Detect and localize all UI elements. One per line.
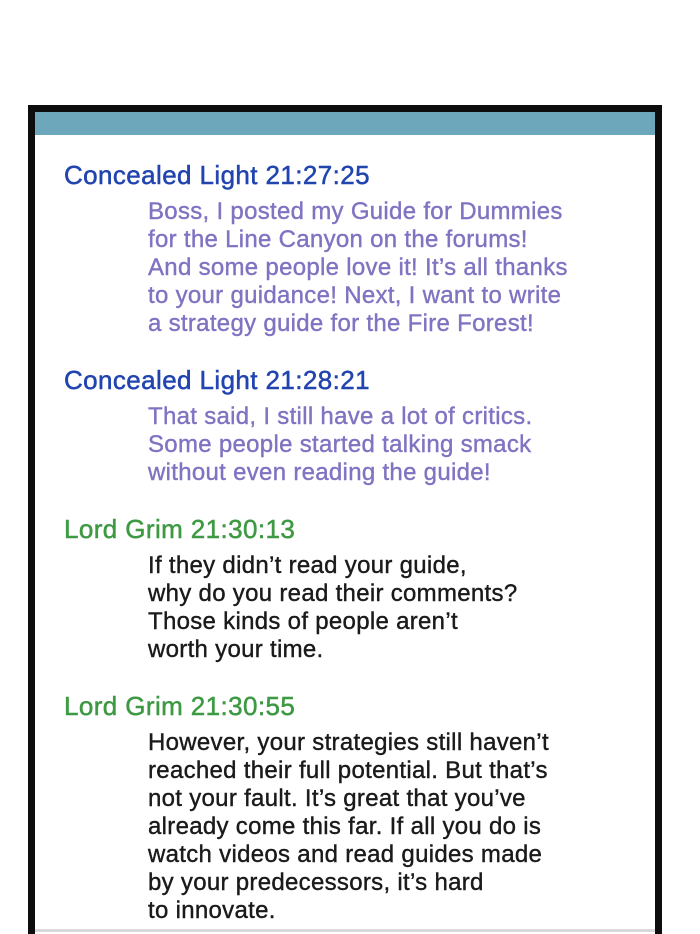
message-line: by your predecessors, it’s hard <box>148 869 484 896</box>
message-line: Those kinds of people aren’t <box>148 608 458 635</box>
chat-message <box>64 367 639 487</box>
chat-message <box>64 693 639 925</box>
message-line: without even reading the guide! <box>148 459 491 486</box>
message-timestamp: 21:28:21 <box>257 365 370 395</box>
message-sender-line <box>64 516 639 543</box>
message-line: watch videos and read guides made <box>148 841 543 868</box>
sender-name: Concealed Light <box>64 160 258 190</box>
message-timestamp: 21:30:13 <box>183 514 296 544</box>
message-text <box>148 552 639 664</box>
message-line: to innovate. <box>148 897 276 924</box>
message-line: That said, I still have a lot of critics. <box>148 403 533 430</box>
message-line: However, your strategies still haven’t <box>148 729 549 756</box>
message-text <box>148 198 639 338</box>
message-line: And some people love it! It’s all thanks <box>148 254 568 281</box>
message-sender-line <box>64 693 639 720</box>
message-line: Some people started talking smack <box>148 431 532 458</box>
message-text <box>148 729 639 925</box>
message-line: already come this far. If all you do is <box>148 813 542 840</box>
message-sender-line <box>64 367 639 394</box>
message-line: for the Line Canyon on the forums! <box>148 226 528 253</box>
message-line: Boss, I posted my Guide for Dummies <box>148 198 563 225</box>
sender-name: Concealed Light <box>64 365 258 395</box>
message-timestamp: 21:27:25 <box>257 160 370 190</box>
panel-bottom-edge <box>35 929 655 932</box>
message-line: If they didn’t read your guide, <box>148 552 467 579</box>
message-line: to your guidance! Next, I want to write <box>148 282 562 309</box>
message-line: not your fault. It’s great that you’ve <box>148 785 526 812</box>
chat-window-titlebar <box>35 112 655 135</box>
chat-message <box>64 516 639 664</box>
message-sender-line <box>64 162 639 189</box>
message-timestamp: 21:30:55 <box>183 691 296 721</box>
chat-message <box>64 162 639 338</box>
message-text <box>148 403 639 487</box>
message-line: a strategy guide for the Fire Forest! <box>148 310 534 337</box>
message-line: worth your time. <box>148 636 324 663</box>
message-line: why do you read their comments? <box>148 580 518 607</box>
message-line: reached their full potential. But that’s <box>148 757 548 784</box>
sender-name: Lord Grim <box>64 691 184 721</box>
sender-name: Lord Grim <box>64 514 184 544</box>
chat-messages <box>35 135 655 925</box>
chat-window <box>28 105 662 934</box>
